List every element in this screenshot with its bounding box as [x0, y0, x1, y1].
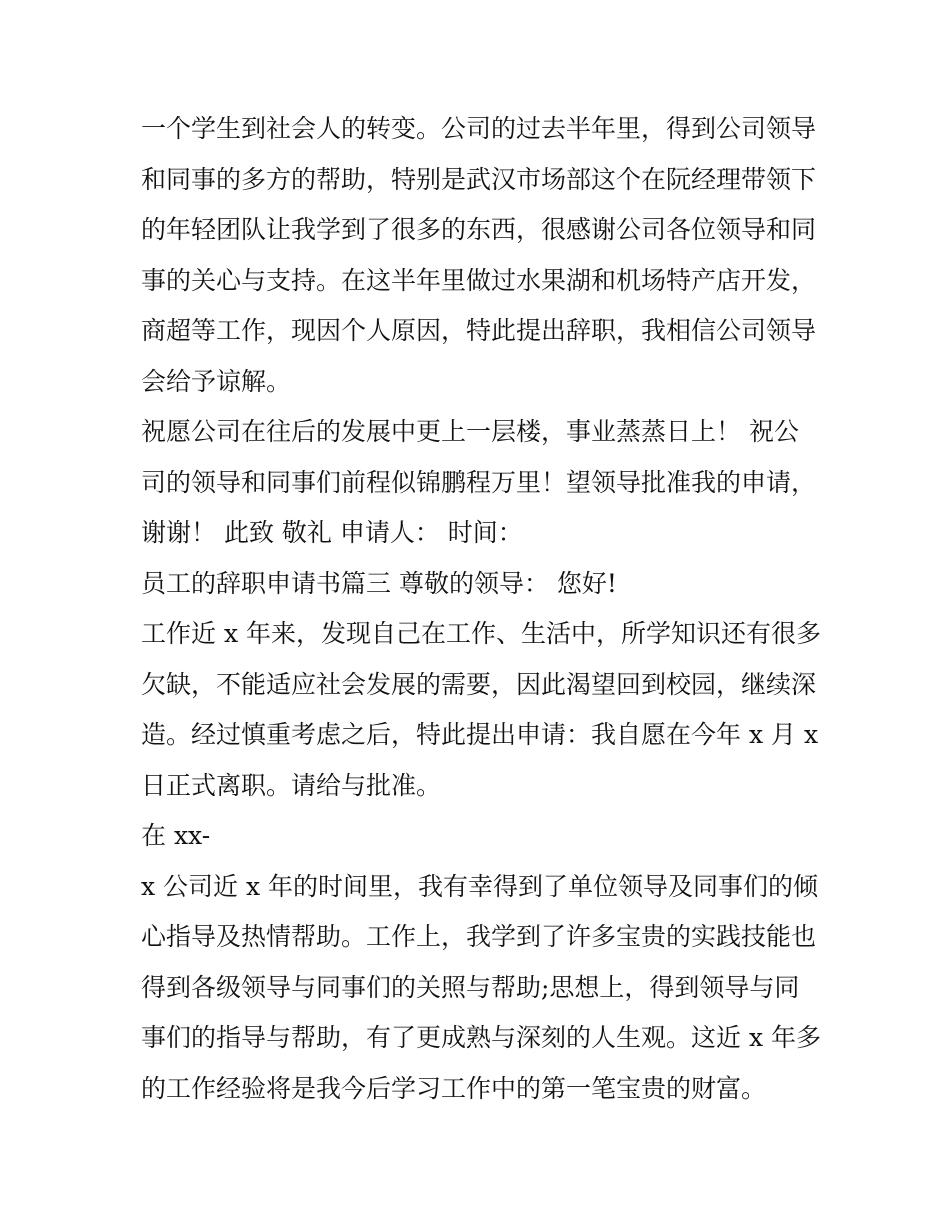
text-line: 事们的指导与帮助，有了更成熟与深刻的人生观。这近 x 年多: [141, 1023, 821, 1052]
text-line: 日正式离职。请给与批准。: [141, 770, 442, 800]
text-line: 得到各级领导与同事们的关照与帮助;思想上，得到领导与同: [141, 972, 800, 1002]
text-line: 在 xx-: [141, 821, 211, 850]
body-text: [141, 104, 821, 1114]
text-line: 司的领导和同事们前程似锦鹏程万里！望领导批准我的申请，: [141, 467, 817, 497]
text-line: 工作近 x 年来，发现自己在工作、生活中，所学知识还有很多: [141, 619, 821, 648]
section-heading-line: 员工的辞职申请书篇三 尊敬的领导： 您好!: [141, 568, 617, 598]
text-line: 和同事的多方的帮助，特别是武汉市场部这个在阮经理带领下: [141, 164, 817, 194]
text-line: 的工作经验将是我今后学习工作中的第一笔宝贵的财富。: [141, 1073, 767, 1103]
text-line: 一个学生到社会人的转变。公司的过去半年里，得到公司领导: [141, 114, 817, 143]
text-line: 的年轻团队让我学到了很多的东西，很感谢公司各位领导和同: [141, 215, 817, 244]
text-line: 造。经过慎重考虑之后，特此提出申请：我自愿在今年 x 月 x: [141, 720, 819, 749]
text-line: 祝愿公司在往后的发展中更上一层楼，事业蒸蒸日上！ 祝公: [141, 417, 799, 446]
text-line: x 公司近 x 年的时间里，我有幸得到了单位领导及同事们的倾: [141, 871, 819, 901]
text-line: 谢谢！ 此致 敬礼 申请人： 时间：: [141, 518, 523, 547]
text-line: 会给予谅解。: [141, 366, 292, 396]
text-line: 事的关心与支持。在这半年里做过水果湖和机场特产店开发，: [141, 265, 817, 295]
text-line: 心指导及热情帮助。工作上，我学到了许多宝贵的实践技能也: [141, 922, 817, 951]
text-line: 商超等工作，现因个人原因，特此提出辞职，我相信公司领导: [141, 316, 817, 345]
text-line: 欠缺，不能适应社会发展的需要，因此渴望回到校园，继续深: [141, 669, 817, 699]
